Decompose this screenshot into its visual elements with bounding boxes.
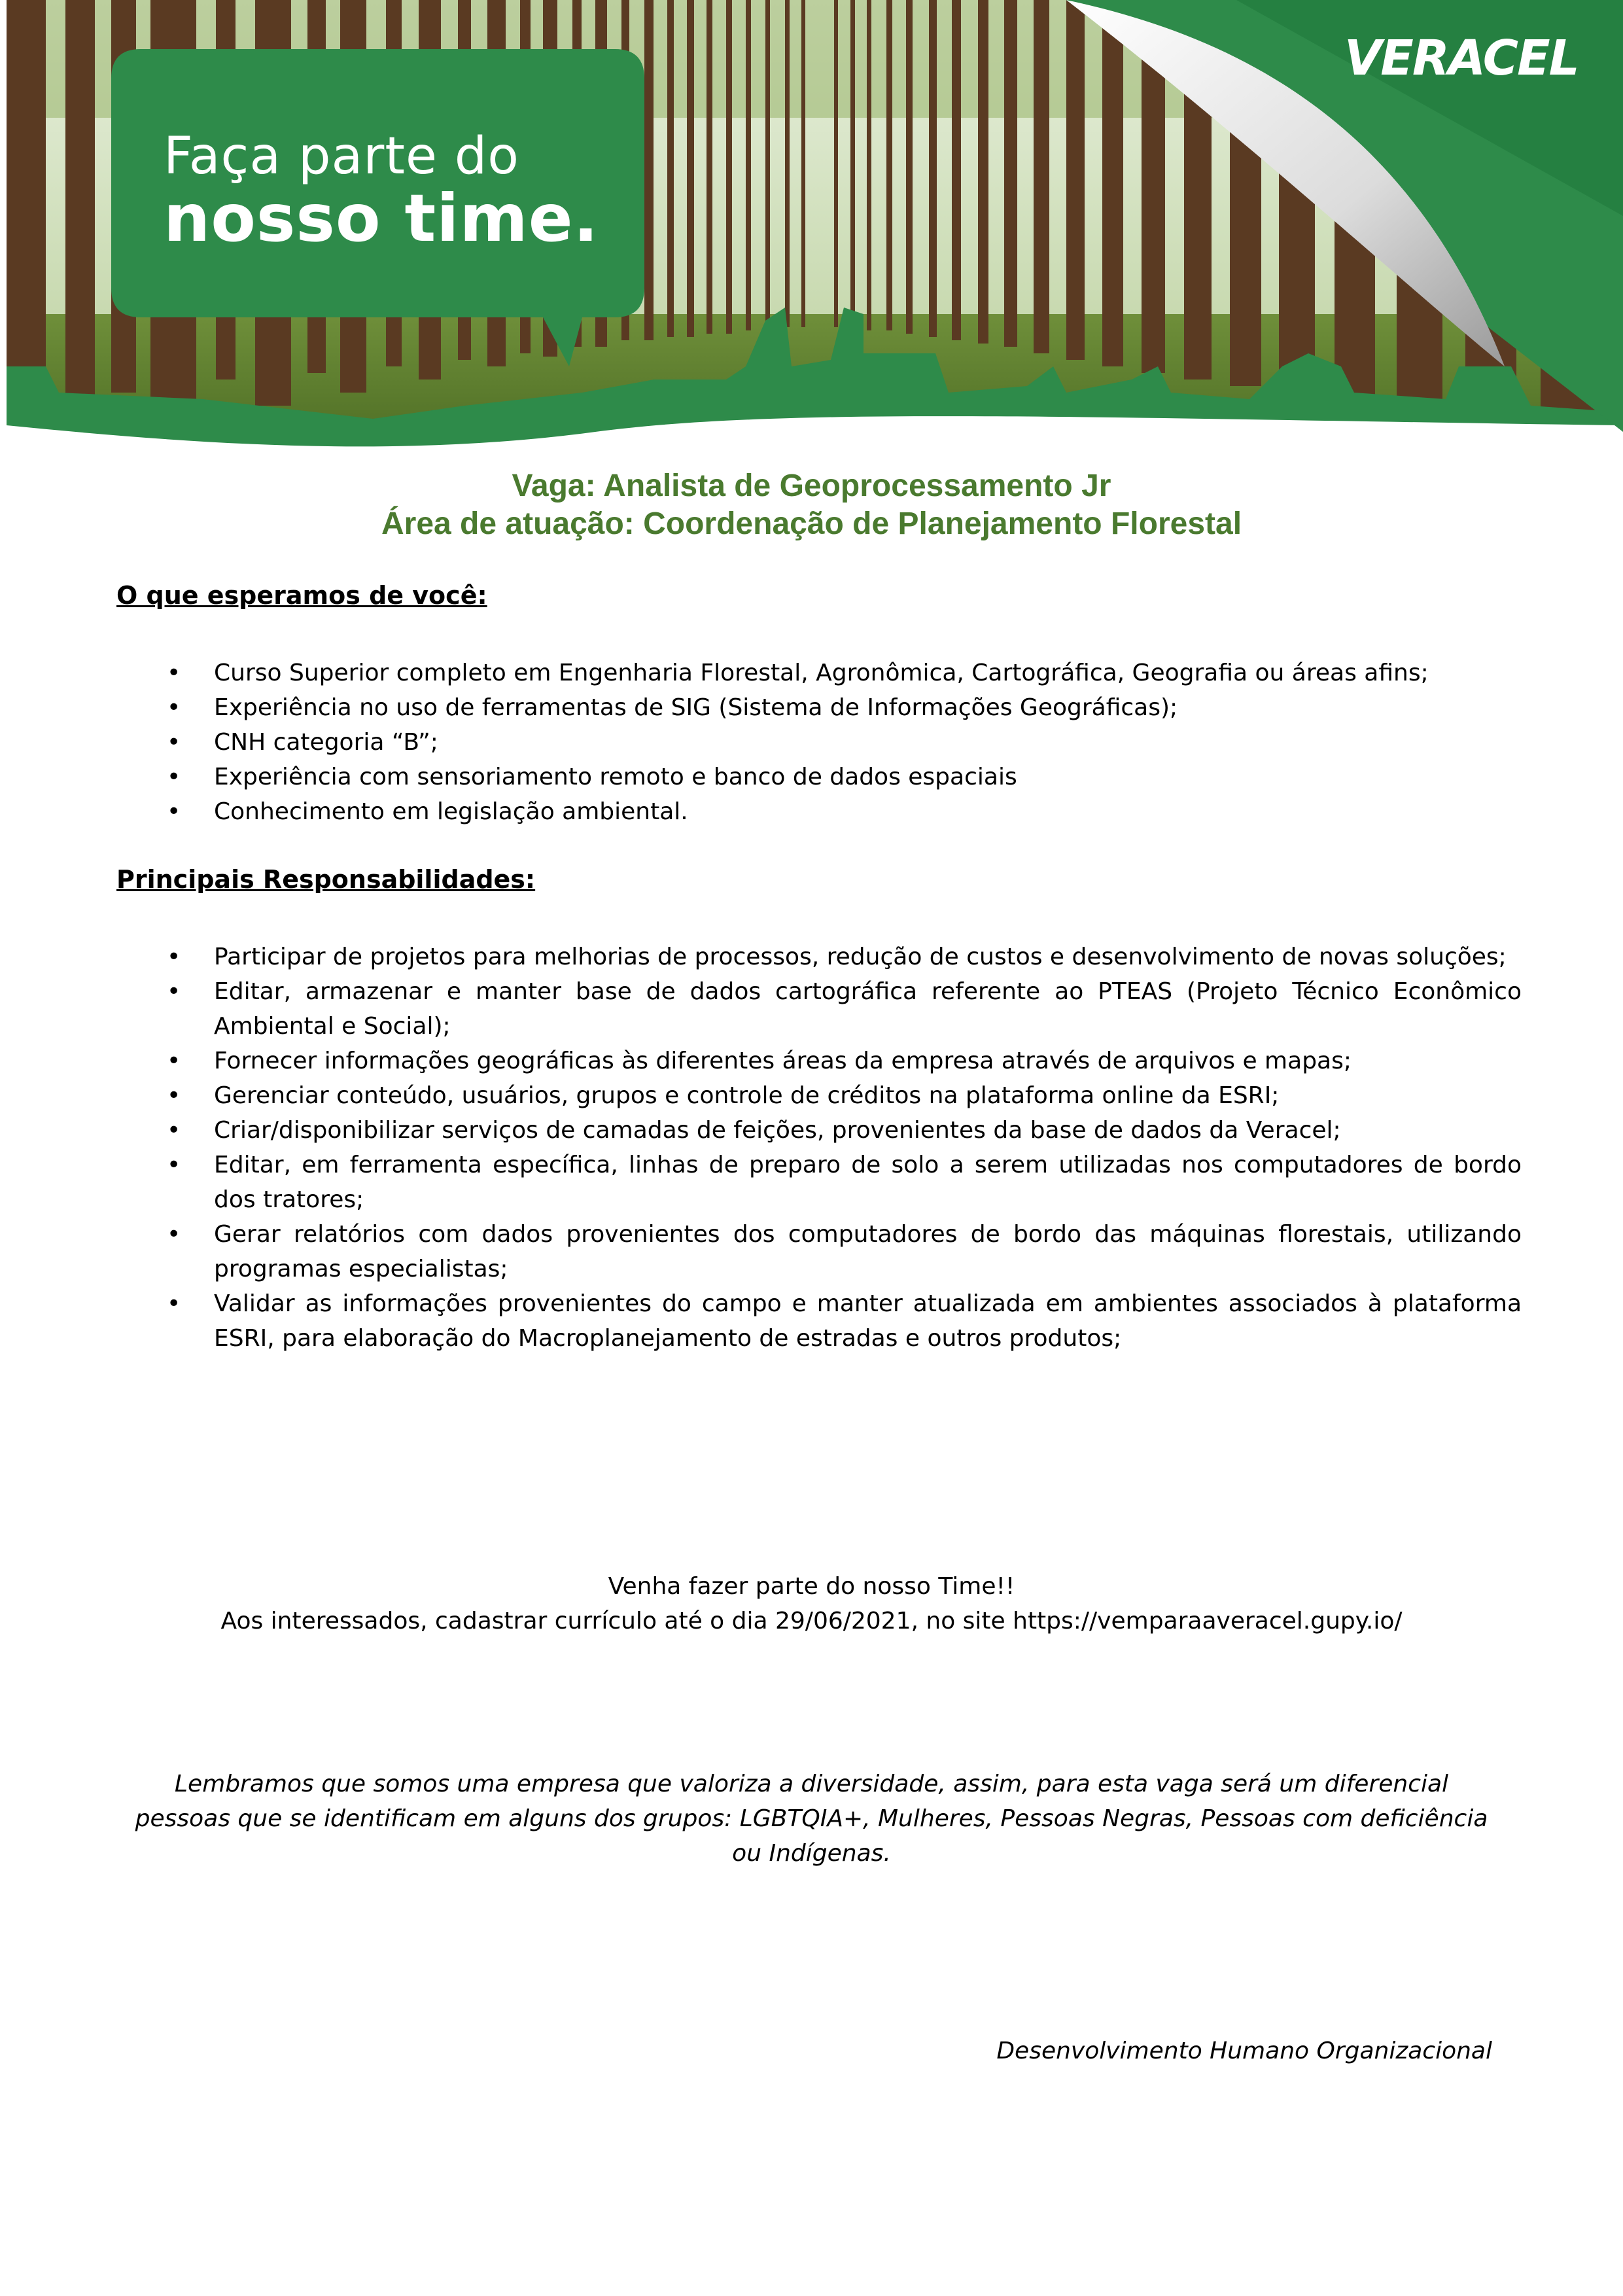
slogan-line-1: Faça parte do (164, 127, 519, 186)
list-item: • Gerar relatórios com dados provenientes dos computadores de bordo das máquinas florestais, utilizando programas especialistas; (0, 1217, 1623, 1286)
list-item: • CNH categoria “B”; (0, 725, 1623, 760)
diversity-note: Lembramos que somos uma empresa que valoriza a diversidade, assim, para esta vaga será um diferencial pessoas que se identificam em alguns dos grupos: LGBTQIA+, Mulheres, Pessoas Negras, Pessoas com deficiência ou Indígenas. (135, 1771, 1488, 1867)
signature: Desenvolvimento Humano Organizacional (996, 2038, 1492, 2064)
list-item: • Gerenciar conteúdo, usuários, grupos e controle de créditos na plataforma online da ESRI; (0, 1078, 1623, 1113)
list-item: • Fornecer informações geográficas às diferentes áreas da empresa através de arquivos e mapas; (0, 1044, 1623, 1078)
call-to-action-line-1: Venha fazer parte do nosso Time!! (608, 1573, 1015, 1600)
list-item: • Validar as informações provenientes do campo e manter atualizada em ambientes associados à plataforma ESRI, para elaboração do Macroplanejamento de estradas e outros produtos; (0, 1286, 1623, 1356)
list-item: • Conhecimento em legislação ambiental. (0, 794, 1623, 829)
list-item: • Participar de projetos para melhorias de processos, redução de custos e desenvolvimento de novas soluções; (0, 940, 1623, 974)
list-item: • Editar, em ferramenta específica, linhas de preparo de solo a serem utilizadas nos computadores de bordo dos tratores; (0, 1148, 1623, 1217)
call-to-action-line-2: Aos interessados, cadastrar currículo até o dia 29/06/2021, no site https://vemparaaveracel.gupy.io/ (220, 1608, 1403, 1634)
list-item: • Criar/disponibilizar serviços de camadas de feições, provenientes da base de dados da Veracel; (0, 1113, 1623, 1148)
list-item: • Editar, armazenar e manter base de dados cartográfica referente ao PTEAS (Projeto Técnico Econômico Ambiental e Social); (0, 974, 1623, 1044)
job-title: Vaga: Analista de Geoprocessamento Jr (512, 468, 1111, 503)
responsibilities-heading: Principais Responsabilidades: (116, 865, 536, 894)
list-item: • Curso Superior completo em Engenharia Florestal, Agronômica, Cartográfica, Geografia ou áreas afins; (0, 656, 1623, 690)
responsibilities-list (0, 940, 1623, 1356)
header-banner (7, 0, 1623, 465)
list-item: • Experiência no uso de ferramentas de SIG (Sistema de Informações Geográficas); (0, 690, 1623, 725)
requirements-heading: O que esperamos de você: (116, 581, 487, 610)
veracel-logo: VERACEL (1344, 30, 1579, 86)
list-item: • Experiência com sensoriamento remoto e banco de dados espaciais (0, 760, 1623, 794)
job-area: Área de atuação: Coordenação de Planejamento Florestal (381, 506, 1242, 541)
slogan-line-2: nosso time. (164, 180, 599, 256)
slogan (164, 127, 599, 256)
requirements-list (0, 656, 1623, 829)
